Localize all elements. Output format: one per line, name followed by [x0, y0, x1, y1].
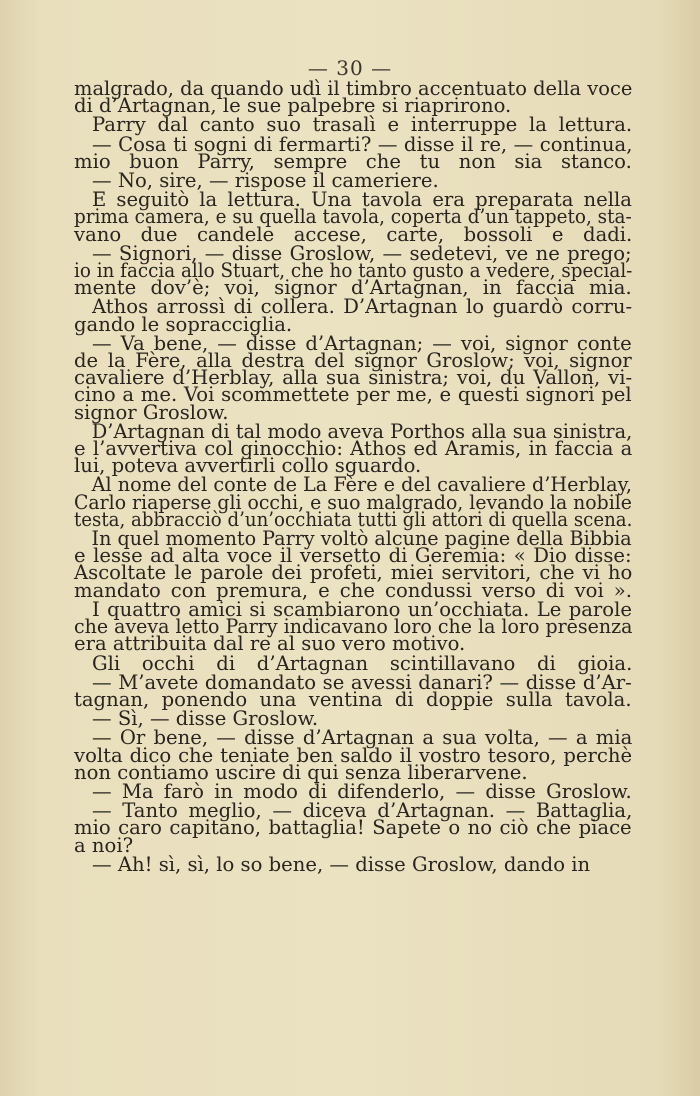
paragraph: [74, 707, 632, 731]
paragraph: [74, 77, 633, 118]
text-line: de la Fère, alla destra del signor Groslow; voi, signor: [74, 349, 632, 373]
text-line: D’Artagnan di tal modo aveva Porthos alla sua sinistra,: [91, 419, 633, 443]
paragraph: [74, 295, 633, 336]
body-text: [74, 77, 633, 876]
paragraph: [74, 188, 633, 246]
text-line: era attribuita dal re al suo vero motivo.: [74, 632, 466, 656]
text-line: — Ah! sì, sì, lo so bene, — disse Groslow, dando in: [92, 852, 591, 876]
paragraph: [74, 670, 632, 711]
text-line: — Ma farò in modo di difenderlo, — disse Groslow.: [92, 779, 632, 803]
paragraph: [74, 419, 633, 478]
paragraph: [74, 113, 633, 137]
paragraph: [74, 799, 633, 857]
page-number: — 30 —: [307, 56, 393, 80]
text-line: malgrado, da quando udì il timbro accentuato della voce: [74, 77, 633, 100]
text-line: — M’avete domandato se avessi danari? — disse d’Ar-: [92, 670, 632, 694]
text-line: io in faccia allo Stuart, che ho tanto gusto a vedere, special-: [74, 259, 633, 283]
paragraph: [74, 651, 633, 675]
text-line: non contiamo uscire di qui senza liberarvene.: [74, 760, 528, 784]
text-line: lui, poteva avvertirli collo sguardo.: [74, 454, 422, 478]
paragraph: [74, 779, 632, 803]
text-line: tagnan, ponendo una ventina di doppie sulla tavola.: [74, 687, 632, 711]
text-line: e lesse ad alta voce il versetto di Geremia: « Dio disse:: [74, 544, 632, 568]
text-line: I quattro amici si scambiarono un’occhiata. Le parole: [92, 597, 632, 621]
text-line: Ascoltate le parole dei profeti, miei servitori, che vi ho: [74, 561, 633, 585]
text-line: mandato con premura, e che condussi verso di voi ».: [74, 578, 632, 602]
text-line: — Va bene, — disse d’Artagnan; — voi, signor conte: [92, 331, 632, 355]
paragraph: [74, 473, 633, 531]
text-line: — Sì, — disse Groslow.: [92, 707, 319, 731]
paragraph: [74, 527, 633, 602]
paragraph: [74, 241, 633, 300]
text-line: di d’Artagnan, le sue palpebre si riaprirono.: [74, 94, 512, 118]
text-line: — Tanto meglio, — diceva d’Artagnan. — Battaglia,: [92, 799, 633, 823]
paragraph: [74, 726, 633, 784]
paragraph: [74, 169, 632, 193]
text-line: mio caro capitano, battaglia! Sapete o no ciò che piace: [74, 816, 632, 840]
text-line: — Or bene, — disse d’Artagnan a sua volta, — a mia: [92, 726, 633, 750]
text-line: testa, abbracciò d’un’occhiata tutti gli attori di quella scena.: [74, 507, 633, 531]
text-line: Al nome del conte de La Fère e del cavaliere d’Herblay,: [91, 473, 632, 497]
text-line: a noi?: [74, 833, 134, 857]
paragraph: [74, 597, 633, 656]
text-line: vano due candele accese, carte, bossoli e dadi.: [74, 222, 633, 246]
text-line: prima camera, e su quella tavola, coperta d’un tappeto, sta-: [74, 205, 632, 229]
text-line: Parry dal canto suo trasalì e interruppe la lettura.: [92, 113, 633, 137]
text-line: Carlo riaperse gli occhi, e suo malgrado, levando la nobile: [74, 490, 632, 514]
text-line: cavaliere d’Herblay, alla sua sinistra; voi, du Vallon, vi-: [74, 366, 633, 390]
text-line: che aveva letto Parry indicavano loro che la loro presenza: [74, 615, 633, 639]
paragraph: [74, 852, 632, 876]
text-line: mio buon Parry, sempre che tu non sia stanco.: [74, 149, 632, 173]
text-line: e l’avvertiva col ginocchio: Athos ed Aramis, in faccia a: [74, 437, 633, 461]
text-line: signor Groslow.: [74, 400, 229, 424]
paragraph: [74, 331, 633, 424]
text-line: cino a me. Voi scommettete per me, e questi signori pel: [74, 383, 632, 407]
text-line: In quel momento Parry voltò alcune pagine della Bibbia: [91, 527, 632, 551]
text-line: Athos arrossì di collera. D’Artagnan lo guardò corru-: [92, 295, 633, 319]
text-line: E seguitò la lettura. Una tavola era preparata nella: [92, 188, 632, 212]
text-line: volta dico che teniate ben saldo il vostro tesoro, perchè: [74, 743, 633, 767]
text-line: mente dov’è; voi, signor d’Artagnan, in faccia mia.: [74, 276, 632, 300]
text-line: — Cosa ti sogni di fermarti? — disse il re, — continua,: [92, 132, 633, 156]
paragraph: [74, 132, 633, 173]
text-line: — No, sire, — rispose il cameriere.: [92, 169, 439, 193]
text-line: Gli occhi di d’Artagnan scintillavano di gioia.: [92, 651, 633, 675]
text-line: gando le sopracciglia.: [74, 312, 293, 336]
text-line: — Signori, — disse Groslow, — sedetevi, ve ne prego;: [92, 241, 632, 265]
